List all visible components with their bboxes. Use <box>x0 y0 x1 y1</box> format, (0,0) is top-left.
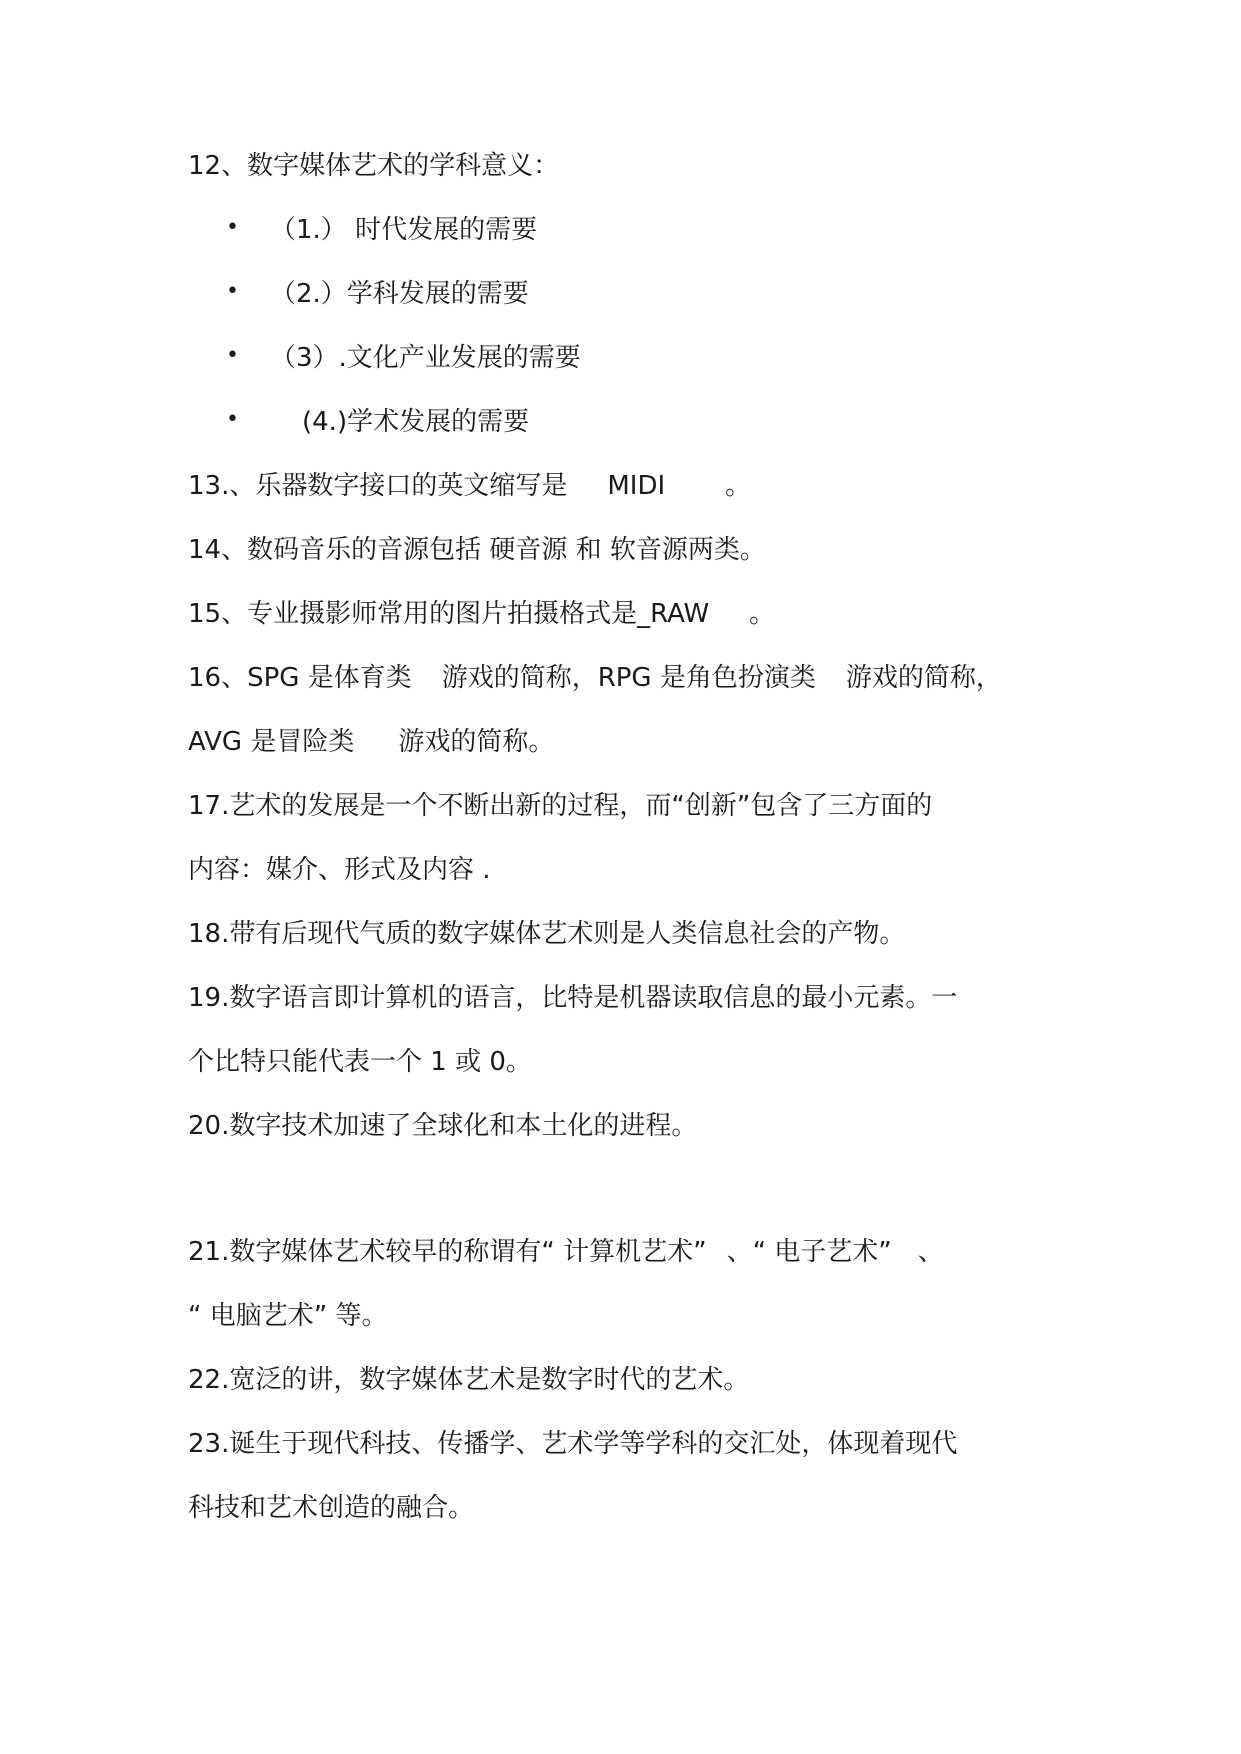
q12-item-1: （1.） 时代发展的需要 <box>270 215 538 245</box>
q16-part5: 游戏的简称。 <box>398 727 555 757</box>
q19-line-1: 19.数字语言即计算机的语言，比特是机器读取信息的最小元素。一 <box>188 983 958 1013</box>
q13-answer: MIDI <box>607 471 666 501</box>
q16-part3: 游戏的简称， <box>845 663 1002 693</box>
q16-line-1 <box>188 660 1002 696</box>
q23-line-2: 科技和艺术创造的融合。 <box>188 1493 475 1523</box>
q23-line-1: 23.诞生于现代科技、传播学、艺术学等学科的交汇处，体现着现代 <box>188 1429 958 1459</box>
q15-prefix: 15、专业摄影师常用的图片拍摄格式是_RAW <box>188 599 710 629</box>
q13-line <box>188 468 751 504</box>
q12-title: 12、数字媒体艺术的学科意义： <box>188 151 560 181</box>
q16-line-2 <box>188 724 554 760</box>
bullet-icon: • <box>226 279 239 304</box>
bullet-icon: • <box>226 407 239 432</box>
q12-item-3: （3）.文化产业发展的需要 <box>270 343 581 373</box>
q16-part2: 游戏的简称，RPG 是角色扮演类 <box>441 663 816 693</box>
q16-part1: 16、SPG 是体育类 <box>188 663 412 693</box>
q12-item-2: （2.）学科发展的需要 <box>270 279 529 309</box>
q20-line: 20.数字技术加速了全球化和本土化的进程。 <box>188 1111 698 1141</box>
q15-suffix: 。 <box>749 599 776 629</box>
q15-line <box>188 596 775 632</box>
q21-part-b: 、“ 电子艺术” <box>726 1237 892 1267</box>
q14-line: 14、数码音乐的音源包括 硬音源 和 软音源两类。 <box>188 535 766 565</box>
q17-line-1: 17.艺术的发展是一个不断出新的过程，而“创新”包含了三方面的 <box>188 791 933 821</box>
q19-line-2: 个比特只能代表一个 1 或 0。 <box>188 1047 532 1077</box>
q16-part4: AVG 是冒险类 <box>188 727 355 757</box>
q22-line: 22.宽泛的讲，数字媒体艺术是数字时代的艺术。 <box>188 1365 750 1395</box>
q13-suffix: 。 <box>725 471 752 501</box>
q21-part-a: 21.数字媒体艺术较早的称谓有“ 计算机艺术” <box>188 1237 707 1267</box>
bullet-icon: • <box>226 343 239 368</box>
q21-part-c: 、 <box>917 1237 944 1267</box>
q13-prefix: 13.、乐器数字接口的英文缩写是 <box>188 471 568 501</box>
bullet-icon: • <box>226 215 239 240</box>
q18-line: 18.带有后现代气质的数字媒体艺术则是人类信息社会的产物。 <box>188 919 906 949</box>
q21-line-2: “ 电脑艺术” 等。 <box>188 1301 388 1331</box>
q17-line-2: 内容：媒介、形式及内容 . <box>188 855 491 885</box>
q12-item-4: (4.)学术发展的需要 <box>302 407 530 437</box>
q21-line-1 <box>188 1234 944 1270</box>
